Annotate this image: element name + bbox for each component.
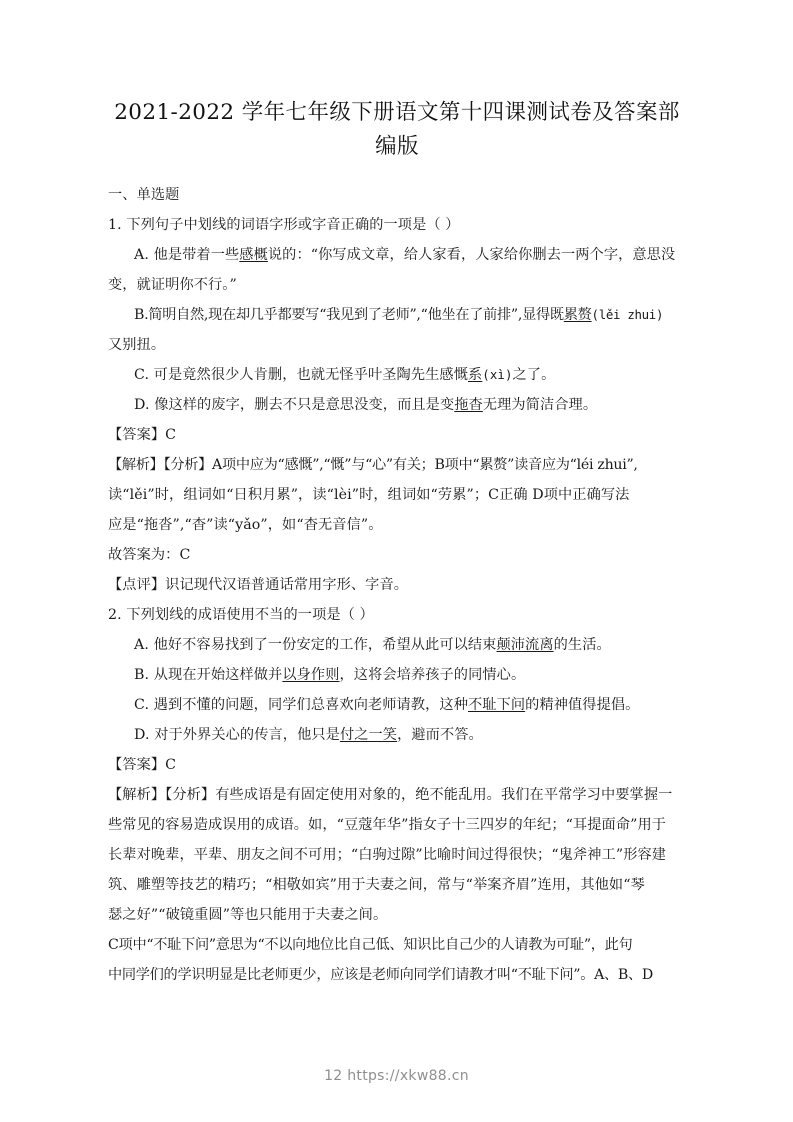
option-d-text-pre: D. 像这样的废字，删去不只是意思没变，而且是变 bbox=[134, 397, 455, 413]
question-1-analysis-line-3: 应是“拖沓”,“杳”读“yǎo”，如“杳无音信”。 bbox=[108, 517, 383, 533]
question-2-analysis-line-7: 中同学们的学识明显是比老师更少，应该是老师向同学们请教才叫“不耻下问”。A、B、D bbox=[108, 967, 654, 983]
option-b-underline: 累赘 bbox=[563, 307, 592, 323]
question-1-option-a-cont: 变，就证明你不行。” bbox=[108, 277, 237, 293]
question-1-comment: 【点评】识记现代汉语普通话常用字形、字音。 bbox=[108, 577, 409, 593]
question-1-analysis-line-2: 读“lěi”时，组词如“日积月累”，读“lèi”时，组词如“劳累”；C正确 D项中正确写法 bbox=[108, 487, 630, 503]
question-1-analysis-line-1: 【解析】【分析】A项中应为“感慨”,“慨”与“心”有关；B项中“累赘”读音应为“léi zhui”, bbox=[108, 457, 638, 473]
option-c-text-post: 之了。 bbox=[512, 367, 556, 383]
question-1-conclusion: 故答案为：C bbox=[108, 547, 191, 563]
document-content bbox=[108, 96, 686, 990]
q2-option-c-text-post: 的精神值得提倡。 bbox=[525, 697, 640, 713]
question-2-analysis-line-5: 瑟之好”“破镜重圆”等也只能用于夫妻之间。 bbox=[108, 907, 388, 923]
option-d-text-post: 无理为简洁合理。 bbox=[482, 397, 598, 413]
q2-option-b-text-pre: B. 从现在开始这样做并 bbox=[134, 667, 283, 683]
question-2-analysis-line-1: 【解析】【分析】有些成语是有固定使用对象的，绝不能乱用。我们在平常学习中要掌握一 bbox=[108, 787, 673, 803]
q2-option-c-text-pre: C. 遇到不懂的问题，同学们总喜欢向老师请教，这种 bbox=[134, 697, 468, 713]
q2-option-d-text-pre: D. 对于外界关心的传言，他只是 bbox=[134, 727, 340, 743]
question-2-option-b bbox=[108, 660, 686, 690]
question-2-option-c bbox=[108, 690, 686, 720]
q2-option-b-text-post: ，这将会培养孩子的同情心。 bbox=[339, 667, 526, 683]
option-b-text-pre: B.简明自然,现在却几乎都要写“我见到了老师”,“他坐在了前排”,显得既 bbox=[134, 307, 564, 323]
option-b-pinyin: (lěi zhui) bbox=[591, 307, 664, 322]
q2-option-a-text-post: 的生活。 bbox=[553, 637, 611, 653]
question-1-option-a bbox=[108, 240, 686, 270]
question-2-stem: 2. 下列划线的成语使用不当的一项是（ ） bbox=[108, 607, 374, 623]
question-1-stem: 1. 下列句子中划线的词语字形或字音正确的一项是（ ） bbox=[108, 217, 460, 233]
q2-option-b-underline: 以身作则 bbox=[282, 667, 340, 683]
q2-option-c-underline: 不耻下问 bbox=[468, 697, 526, 713]
question-2-analysis-line-3: 长辈对晚辈，平辈、朋友之间不可用；“白驹过隙”比喻时间过得很快；“鬼斧神工”形容建 bbox=[108, 847, 667, 863]
question-1-option-b bbox=[108, 300, 686, 330]
option-c-underline: 系 bbox=[468, 367, 483, 383]
page-title: 2021-2022 学年七年级下册语文第十四课测试卷及答案部编版 bbox=[114, 100, 680, 159]
option-d-underline: 拖杳 bbox=[454, 397, 483, 413]
question-1-option-d bbox=[108, 390, 686, 420]
section-heading: 一、单选题 bbox=[108, 187, 180, 203]
question-2-analysis-line-4: 筑、雕塑等技艺的精巧；“相敬如宾”用于夫妻之间，常与“举案齐眉”连用，其他如“琴 bbox=[108, 877, 645, 893]
question-1-option-c bbox=[108, 360, 686, 390]
option-a-underline: 感概 bbox=[239, 247, 268, 263]
q2-option-a-text-pre: A. 他好不容易找到了一份安定的工作，希望从此可以结束 bbox=[134, 637, 497, 653]
question-2-option-a bbox=[108, 630, 686, 660]
q2-option-a-underline: 颠沛流离 bbox=[496, 637, 554, 653]
question-2-analysis-line-2: 些常见的容易造成误用的成语。如，“豆蔻年华”指女子十三四岁的年纪；“耳提面命”用于 bbox=[108, 817, 667, 833]
page-footer: 12 https://xkw88.cn bbox=[324, 1068, 469, 1084]
option-a-text-pre: A. 他是带着一些 bbox=[134, 247, 240, 263]
option-c-text-pre: C. 可是竟然很少人肯删，也就无怪乎叶圣陶先生感慨 bbox=[134, 367, 468, 383]
question-2-option-d bbox=[108, 720, 686, 750]
question-1-option-b-cont: 又别扭。 bbox=[108, 337, 166, 353]
q2-option-d-text-post: ，避而不答。 bbox=[397, 727, 483, 743]
question-1-answer: 【答案】C bbox=[108, 427, 177, 443]
question-2-analysis-line-6: C项中“不耻下问”意思为“不以向地位比自己低、知识比自己少的人请教为可耻”，此句 bbox=[108, 937, 633, 953]
question-2-answer: 【答案】C bbox=[108, 757, 177, 773]
option-c-pinyin: (xì) bbox=[482, 367, 513, 382]
q2-option-d-underline: 付之一笑 bbox=[339, 727, 398, 743]
option-a-text-post: 说的：“你写成文章，给人家看，人家给你删去一两个字，意思没 bbox=[267, 247, 676, 263]
